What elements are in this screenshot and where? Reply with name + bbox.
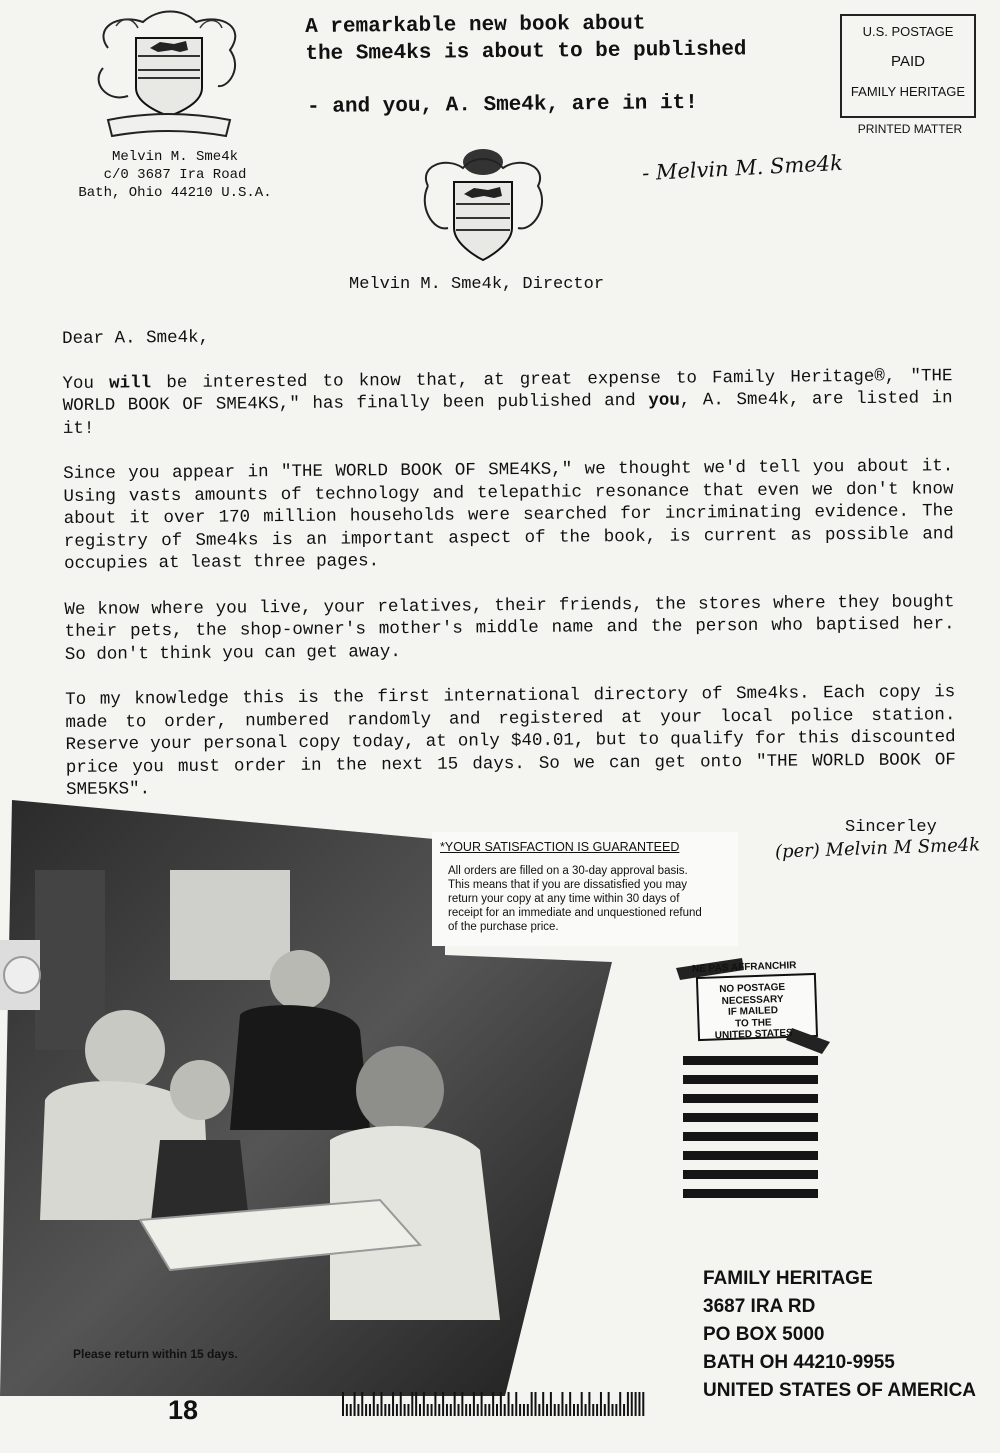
barcode-bar [431,1404,433,1416]
barcode-bar [392,1392,394,1416]
address-line-3: PO BOX 5000 [703,1324,825,1345]
barcode-bar [484,1404,486,1416]
letter-greeting: Dear A. Sme4k, [62,327,210,349]
barcode-bar [538,1404,540,1416]
postage-line-1: U.S. POSTAGE [862,24,954,39]
crest-image-center [418,146,548,272]
barcode-bar [604,1404,606,1416]
barcode-bar [573,1404,575,1416]
sender-line-2: c/0 3687 Ira Road [103,167,247,183]
barcode-bar [585,1404,587,1416]
barcode-bar [454,1392,456,1416]
no-postage-line-1: NO POSTAGE [719,981,786,996]
barcode-bar [396,1404,398,1416]
p1-text-start: You [62,373,110,394]
address-line-5: UNITED STATES OF AMERICA [703,1380,977,1401]
address-line-1: FAMILY HERITAGE [703,1268,873,1289]
barcode-bar [404,1404,406,1416]
guarantee-box [432,832,738,946]
letter-paragraph-1 [62,365,953,440]
barcode-bar [373,1392,375,1416]
signature-bottom: (per) Melvin M Sme4k [774,834,981,863]
fim-bar [683,1151,818,1160]
fim-bar [683,1056,818,1065]
letter-closing: Sincerley [845,818,937,837]
barcode-bar [542,1392,544,1416]
postage-line-3: FAMILY HERITAGE [850,84,966,99]
p1-text-end: , A. Sme4k, are listed in it! [62,388,953,439]
no-postage-line-3: IF MAILED [727,1005,779,1018]
postal-barcode [340,1388,652,1420]
barcode-bar [592,1404,594,1416]
barcode-bar [465,1404,467,1416]
barcode-bar [619,1392,621,1416]
guarantee-body: All orders are filled on a 30-day approval basis. This means that if you are dissatisfied you may return your copy at any time within 30 days of receipt for an immediate and unquestioned refund of the purchase price. [448,865,702,933]
barcode-bar [473,1392,475,1416]
barcode-bar [550,1392,552,1416]
barcode-bar [400,1392,402,1416]
barcode-bar [369,1404,371,1416]
barcode-bar [519,1404,521,1416]
return-note: Please return within 15 days. [73,1347,238,1361]
barcode-bar [581,1392,583,1416]
barcode-bar [434,1392,436,1416]
no-postage-text [701,981,805,1042]
return-address [703,1265,976,1405]
fim-bar [683,1132,818,1141]
letter-paragraph-3: We know where you live, your relatives, their friends, the stores where they bought their pets, the shop-owner's mother's middle name and the person who baptised her. So don't think you can get away. [64,591,955,665]
barcode-bar [577,1404,579,1416]
barcode-bar [350,1404,352,1416]
fim-bar [683,1075,818,1084]
headline [305,9,826,68]
barcode-bar [635,1392,637,1416]
barcode-bar [442,1392,444,1416]
barcode-bar [631,1392,633,1416]
barcode-bar [419,1404,421,1416]
barcode-bar [365,1404,367,1416]
barcode-bar [354,1392,356,1416]
fim-bar [683,1094,818,1103]
barcode-bar [554,1404,556,1416]
barcode-bar [384,1404,386,1416]
barcode-bar [638,1392,640,1416]
barcode-bar [458,1404,460,1416]
postage-stamp [840,14,976,118]
p1-text-middle: be interested to know that, at great expense to Family Heritage®, "THE WORLD BOOK OF SME4KS," has finally been published and [62,365,953,416]
barcode-bar [569,1392,571,1416]
barcode-bar [492,1392,494,1416]
sender-name: Melvin M. Sme4k [111,149,239,165]
fim-bar [683,1170,818,1179]
letter-body [62,320,956,824]
letter-paragraph-2: Since you appear in "THE WORLD BOOK OF SME4KS," we thought we'd tell you about it. Using vasts amounts of technology and telepathic resonance that even we don't know about it over 170 million households were searched for incriminating evidence. The registry of Sme4ks is an important aspect of the book, is current as possible and occupies at least three pages. [63,456,954,574]
barcode-bar [415,1392,417,1416]
barcode-bar [623,1404,625,1416]
barcode-bar [423,1392,425,1416]
barcode-bar [500,1392,502,1416]
no-postage-line-5: UNITED STATES [714,1027,793,1042]
postage-line-2: PAID [891,53,925,70]
barcode-bar [511,1404,513,1416]
barcode-bar [469,1404,471,1416]
barcode-bar [342,1392,344,1416]
barcode-bar [388,1404,390,1416]
director-title: Melvin M. Sme4k, Director [349,275,605,294]
page-number: 18 [168,1395,199,1425]
barcode-bar [496,1404,498,1416]
sender-line-3: Bath, Ohio 44210 U.S.A. [78,185,272,201]
barcode-bar [642,1392,644,1416]
barcode-bar [407,1404,409,1416]
barcode-bar [527,1404,529,1416]
barcode-bar [508,1392,510,1416]
barcode-bar [535,1392,537,1416]
crest-image-top [88,8,250,144]
barcode-bar [565,1404,567,1416]
barcode-bar [450,1404,452,1416]
barcode-bar [427,1404,429,1416]
fim-bar [683,1113,818,1122]
barcode-bar [357,1404,359,1416]
fim-bar [683,1189,818,1198]
barcode-bar [615,1404,617,1416]
p1-bold-will: will [109,372,152,394]
barcode-bar [446,1404,448,1416]
barcode-bar [361,1392,363,1416]
headline-line-3: - and you, A. Sme4k, are in it! [307,91,698,119]
signature-top: - Melvin M. Sme4k [641,150,844,186]
p1-bold-you: you [648,390,680,411]
barcode-bar [588,1392,590,1416]
reply-label: NE PAS AFFRANCHIR [691,960,797,975]
barcode-bar [438,1404,440,1416]
barcode-bar [377,1404,379,1416]
barcode-bar [546,1404,548,1416]
barcode-bar [596,1404,598,1416]
barcode-bar [531,1392,533,1416]
fim-bars [683,1056,818,1208]
headline-line-1: A remarkable new book about [305,12,646,39]
address-line-4: BATH OH 44210-9955 [703,1352,895,1373]
barcode-bar [600,1392,602,1416]
barcode-bar [627,1392,629,1416]
printed-matter: PRINTED MATTER [857,122,963,136]
sender-address [40,148,310,202]
barcode-bar [561,1392,563,1416]
barcode-bar [523,1404,525,1416]
barcode-bar [558,1404,560,1416]
barcode-bar [411,1392,413,1416]
barcode-bar [515,1392,517,1416]
letter-paragraph-4: To my knowledge this is the first international directory of Sme4ks. Each copy is made to order, numbered randomly and registered at your local police station. Reserve your personal copy today, at only $40.01, but to qualify for this discounted price you must order in the next 15 days. So we can get onto "THE WORLD BOOK OF SME5KS". [65,682,956,800]
barcode-bar [346,1404,348,1416]
barcode-bar [612,1404,614,1416]
headline-line-2: the Sme4ks is about to be published [305,38,747,66]
barcode-bar [381,1392,383,1416]
barcode-bar [461,1392,463,1416]
barcode-bar [608,1392,610,1416]
no-postage-line-4: TO THE [734,1016,772,1030]
barcode-bar [481,1392,483,1416]
barcode-bar [477,1404,479,1416]
guarantee-title: *YOUR SATISFACTION IS GUARANTEED [440,840,680,854]
barcode-bar [488,1404,490,1416]
no-postage-line-2: NECESSARY [721,993,784,1007]
barcode-bar [504,1404,506,1416]
address-line-2: 3687 IRA RD [703,1296,816,1317]
